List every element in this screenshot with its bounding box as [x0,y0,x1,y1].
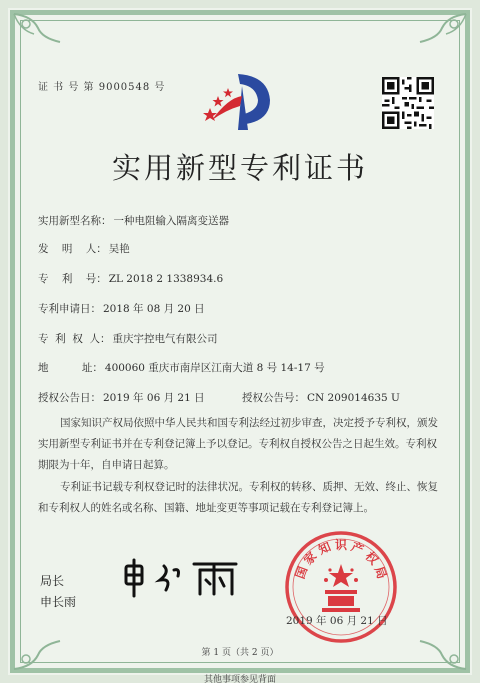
field-application-date [38,301,205,316]
field-label: 地 址： [38,362,103,374]
field-utility-model-name [38,213,229,228]
field-value: 一种电阻输入隔离变送器 [113,215,229,227]
svg-text:产: 产 [349,539,366,558]
svg-text:知: 知 [316,539,333,558]
field-label: 授权公告日： [38,392,101,404]
qr-code-icon [382,77,434,129]
field-inventor [38,241,130,256]
field-label: 专利申请日： [38,303,101,315]
field-grant-date [38,390,205,405]
field-label: 实用新型名称： [38,215,112,227]
footer-note: 其他事项参见背面 [203,675,276,683]
field-address [38,360,325,375]
svg-text:局: 局 [371,564,390,581]
corner-ornament-top-left [12,12,64,48]
certificate-title: 实用新型专利证书 [111,151,368,185]
director-title: 局长 [40,574,65,588]
field-value: 2018 年 08 月 20 日 [103,303,205,315]
svg-text:国: 国 [292,564,311,581]
official-seal-icon [282,528,400,646]
field-label: 发 明 人： [38,243,107,255]
page-indicator: 第 1 页（共 2 页） [201,648,279,658]
field-value: 重庆宇控电气有限公司 [112,333,218,345]
field-value: 2019 年 06 月 21 日 [103,392,205,404]
field-value: 400060 重庆市南岸区江南大道 8 号 14-17 号 [104,362,325,374]
notice-paragraph-1: 国家知识产权局依照中华人民共和国专利法经过初步审查，决定授予专利权，颁发实用新型专利证书并在专利登记簿上予以登记。专利权自授权公告之日起生效。专利权期限为十年，自申请日起算。 [38,417,438,471]
field-patent-number [38,271,223,286]
field-grant-number [242,390,400,405]
corner-ornament-top-right [416,12,468,48]
field-label: 专 利 号： [38,273,107,285]
notice-paragraph-2: 专利证书记载专利权登记时的法律状况。专利权的转移、质押、无效、终止、恢复和专利权人的姓名或名称、国籍、地址变更等事项记载在专利登记簿上。 [38,481,438,514]
seal-date: 2019 年 06 月 21 日 [286,615,388,627]
svg-text:识: 识 [334,538,348,552]
svg-text:权: 权 [362,549,381,568]
field-value: 吴艳 [108,243,130,255]
director-name: 申长雨 [40,595,77,609]
field-value: CN 209014635 U [307,392,400,404]
field-patentee [38,331,218,346]
field-label: 专 利 权 人： [38,333,111,345]
certificate-number: 证 书 号 第 9000548 号 [38,82,166,93]
director-signature-icon [120,558,250,600]
svg-text:家: 家 [301,549,320,568]
cnipa-logo-icon [198,68,278,134]
field-label: 授权公告号： [242,392,305,404]
field-value: ZL 2018 2 1338934.6 [108,273,224,285]
